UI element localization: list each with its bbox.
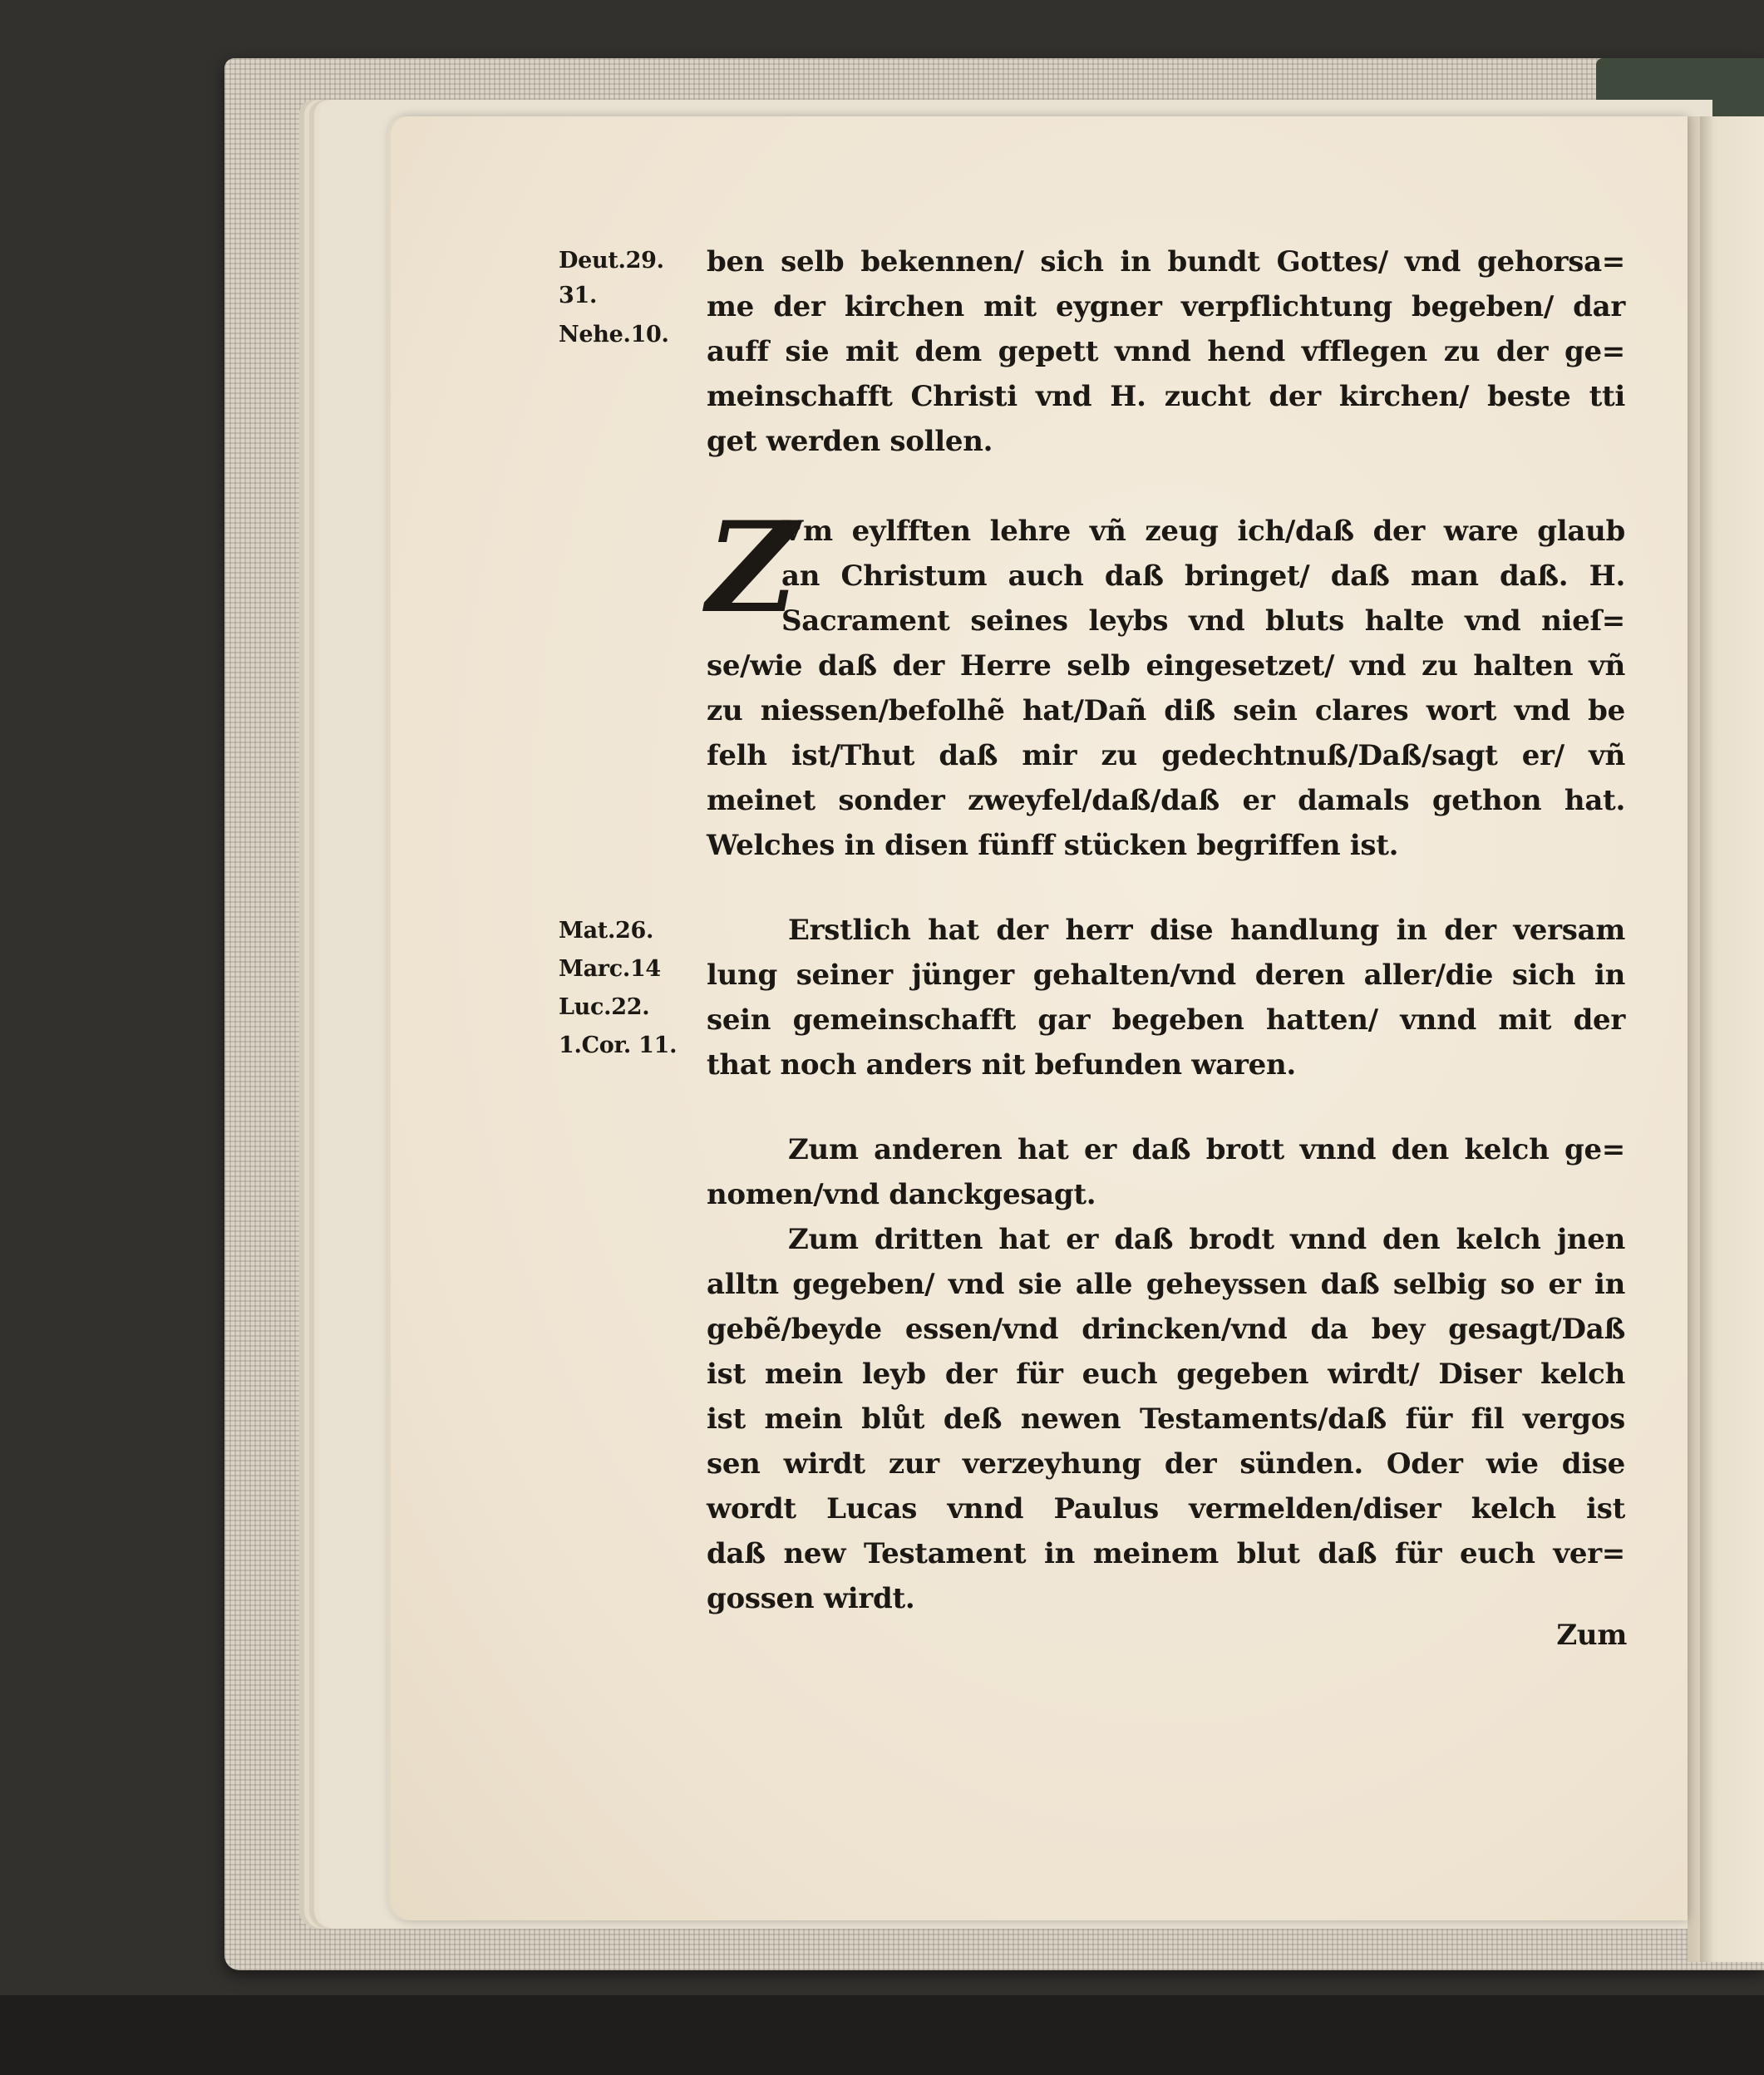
text-line: ist mein blůt deß newen Testaments/daß für fil vergos: [707, 1402, 1625, 1436]
text-line: Sacrament seines leybs vnd bluts halte vnd nieſ=: [781, 604, 1625, 638]
margin-note: Deut.29.: [559, 248, 664, 274]
drop-cap: Z: [707, 495, 798, 641]
text-line: that noch anders nit befunden waren.: [707, 1048, 1296, 1082]
text-line: Vm eylfften lehre vñ zeug ich/daß der ware glaub: [781, 515, 1625, 548]
text-line: Welches in disen fünff stücken begriffen ist.: [707, 829, 1399, 862]
text-line: Erstlich hat der herr dise handlung in der versam: [788, 914, 1625, 947]
text-line: me der kirchen mit eygner verpflichtung begeben/ dar: [707, 290, 1625, 323]
text-line: zu niessen/befolhẽ hat/Dañ diß sein clares wort vnd be: [707, 694, 1625, 727]
text-line: wordt Lucas vnnd Paulus vermelden/diser kelch ist: [707, 1492, 1625, 1525]
margin-note: Mat.26.: [559, 918, 654, 944]
text-line: Zum anderen hat er daß brott vnnd den kelch ge=: [788, 1133, 1625, 1166]
text-line: ben selb bekennen/ sich in bundt Gottes/ vnd gehorsa=: [707, 245, 1625, 278]
gutter-shadow: [1700, 116, 1713, 1962]
text-line: auff sie mit dem gepett vnnd hend vfflegen zu der ge=: [707, 335, 1625, 368]
text-line: ist mein leyb der für euch gegeben wirdt/ Diser kelch: [707, 1358, 1625, 1391]
margin-note: Luc.22.: [559, 994, 650, 1020]
text-line: daß new Testament in meinem blut daß für euch ver=: [707, 1537, 1625, 1570]
text-line: alltn gegeben/ vnd sie alle geheyssen daß selbig so er in: [707, 1268, 1625, 1301]
margin-note: Nehe.10.: [559, 322, 669, 347]
text-line: felh ist/Thut daß mir zu gedechtnuß/Daß/sagt er/ vñ: [707, 739, 1625, 772]
text-line: meinschafft Christi vnd H. zucht der kirchen/ beste tti: [707, 380, 1625, 413]
margin-note: Marc.14: [559, 956, 661, 982]
table-background: [0, 1995, 1764, 2075]
text-line: an Christum auch daß bringet/ daß man daß. H.: [781, 559, 1625, 593]
margin-note: 31.: [559, 283, 598, 308]
text-line: get werden sollen.: [707, 425, 993, 458]
text-line: gebẽ/beyde essen/vnd drincken/vnd da bey gesagt/Daß: [707, 1313, 1625, 1346]
text-line: nomen/vnd danckgesagt.: [707, 1178, 1096, 1211]
text-line: meinet sonder zweyfel/daß/daß er damals gethon hat.: [707, 784, 1625, 817]
book-gutter: [1688, 116, 1764, 1962]
margin-note: 1.Cor. 11.: [559, 1033, 678, 1058]
text-line: sen wirdt zur verzeyhung der sünden. Oder wie dise: [707, 1447, 1625, 1481]
text-line: Zum dritten hat er daß brodt vnnd den kelch jnen: [788, 1223, 1625, 1256]
text-line: lung seiner jünger gehalten/vnd deren aller/die sich in: [707, 959, 1625, 992]
text-line: sein gemeinschafft gar begeben hatten/ vnnd mit der: [707, 1003, 1625, 1037]
catchword: Zum: [1556, 1619, 1627, 1652]
text-line: gossen wirdt.: [707, 1582, 915, 1615]
text-line: se/wie daß der Herre selb eingesetzet/ vnd zu halten vñ: [707, 649, 1625, 683]
